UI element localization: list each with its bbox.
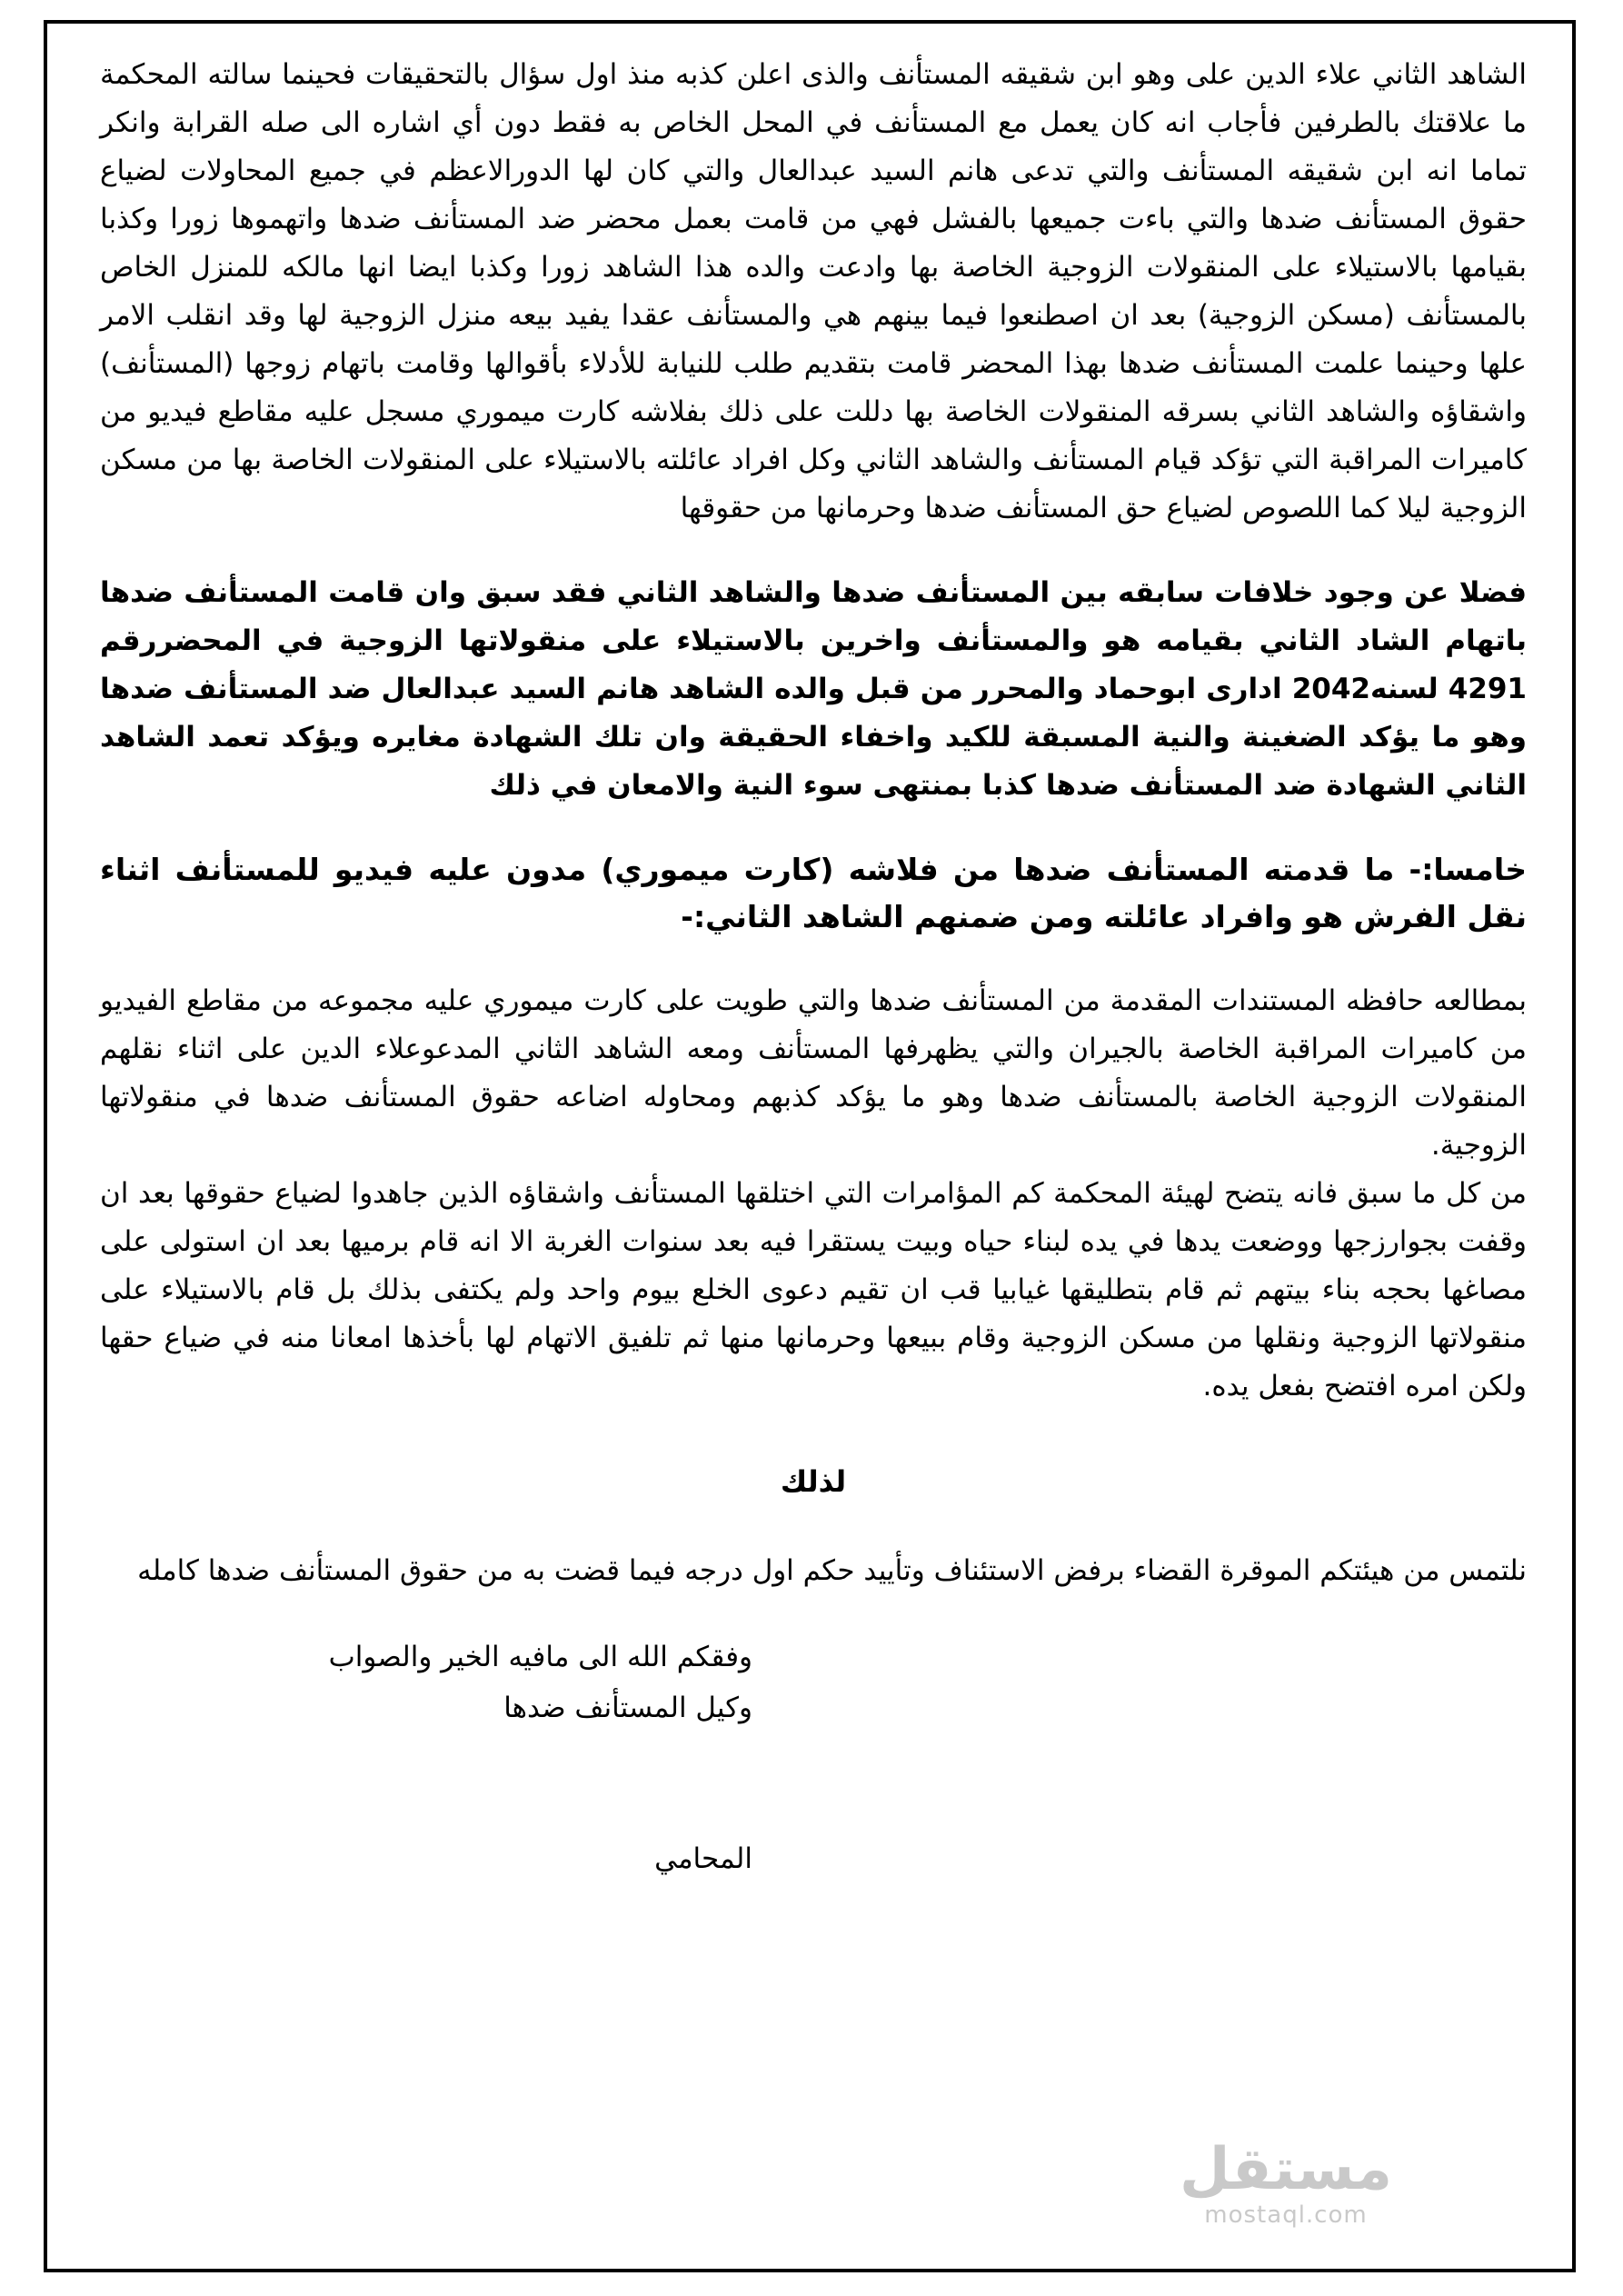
page-frame <box>44 20 1576 2272</box>
mostaql-watermark <box>1145 2138 1427 2229</box>
conclusion-title: لذلك <box>780 1464 847 1499</box>
document-body <box>100 51 1527 1884</box>
paragraph-prior-disputes: فضلا عن وجود خلافات سابقه بين المستأنف ضدها والشاهد الثاني فقد سبق وان قامت المستأنف ضدها باتهام الشاد الثاني بقيامه هو والمستأنف واخرين بالاستيلاء على منقولاتها الزوجية في المحضررقم 4291 لسنه2042 ادارى ابوحماد والمحرر من قبل والده الشاهد هانم السيد عبدالعال ضد المستأنف ضدها وهو ما يؤكد الضغينة والنية المسبقة للكيد واخفاء الحقيقة وان تلك الشهادة مغايره ويؤكد تعمد الشاهد الثاني الشهادة ضد المستأنف ضدها كذبا بمنتهى سوء النية والامعان في ذلك <box>100 576 1527 802</box>
watermark-domain: mostaql.com <box>1204 2201 1368 2229</box>
request-paragraph: نلتمس من هيئتكم الموقرة القضاء برفض الاستئناف وتأييد حكم اول درجه فيما قضت به من حقوق المستأنف ضدها كامله <box>137 1554 1527 1587</box>
watermark-logo-text: مستقل <box>1179 2136 1393 2203</box>
paragraph-summary: من كل ما سبق فانه يتضح لهيئة المحكمة كم المؤامرات التي اختلقها المستأنف واشقاؤه الذين جاهدوا لضياع حقوقها بعد ان وقفت بجوارزجها ووضعت يدها في يده لبناء حياه وبيت يستقرا فيه بعد سنوات الغربة الا انه قام برميها بعد ان استولى على مصاغها بحجه بناء بيتهم ثم قام بتطليقها غيابيا قب ان تقيم دعوى الخلع بيوم واحد ولم يكتفى بذلك بل قام بالاستيلاء على منقولاتها الزوجية ونقلها من مسكن الزوجية وقام ببيعها وحرمانها منها ثم تلفيق الاتهام لها بأخذها امعانا منه في ضياع حقها ولكن امره افتضح بفعل يده. <box>100 1177 1527 1403</box>
lawyer-title: المحامي <box>654 1842 752 1875</box>
section-heading-fifth: خامسا:- ما قدمته المستأنف ضدها من فلاشه (كارت ميموري) مدون عليه فيديو للمستأنف اثناء نقل الفرش هو وافراد عائلته ومن ضمنهم الشاهد الثاني:- <box>100 852 1527 934</box>
signature-role: وكيل المستأنف ضدها <box>503 1692 752 1724</box>
closing-line: وفقكم الله الى مافيه الخير والصواب <box>328 1641 752 1673</box>
paragraph-second-witness: الشاهد الثاني علاء الدين على وهو ابن شقيقه المستأنف والذى اعلن كذبه منذ اول سؤال بالتحقيقات فحينما سالته المحكمة ما علاقتك بالطرفين فأجاب انه كان يعمل مع المستأنف في المحل الخاص به فقط دون أي اشاره الى صله القرابة وانكر تماما انه ابن شقيقه المستأنف والتي تدعى هانم السيد عبدالعال والتي كان لها الدورالاعظم في جميع المحاولات لضياع حقوق المستأنف ضدها والتي باءت جميعها بالفشل فهي من قامت بعمل محضر ضد المستأنف ضدها واتهموها زورا وكذبا بقيامها بالاستيلاء على المنقولات الزوجية الخاصة بها وادعت والده هذا الشاهد زورا وكذبا ايضا انها مالكه للمنزل الخاص بالمستأنف (مسكن الزوجية) بعد ان اصطنعوا فيما بينهم هي والمستأنف عقدا يفيد بيعه منزل الزوجية لها وقد انقلب الامر علها وحينما علمت المستأنف ضدها بهذا المحضر قامت بتقديم طلب للنيابة للأدلاء بأقوالها وقامت باتهام زوجها (المستأنف) واشقاؤه والشاهد الثاني بسرقه المنقولات الخاصة بها دللت على ذلك بفلاشه كارت ميموري مسجل عليه مقاطع فيديو من كاميرات المراقبة التي تؤكد قيام المستأنف والشاهد الثاني وكل افراد عائلته بالاستيلاء على المنقولات الخاصة بها من مسكن الزوجية ليلا كما اللصوص لضياع حق المستأنف ضدها وحرمانها من حقوقها <box>100 58 1527 524</box>
paragraph-documents-review: بمطالعه حافظه المستندات المقدمة من المستأنف ضدها والتي طويت على كارت ميموري عليه مجموعه من مقاطع الفيديو من كاميرات المراقبة الخاصة بالجيران والتي يظهرفها المستأنف ومعه الشاهد الثاني المدعوعلاء الدين على اثناء نقلهم المنقولات الزوجية الخاصة بالمستأنف ضدها وهو ما يؤكد كذبهم ومحاوله اضاعه حقوق المستأنف ضدها في منقولاتها الزوجية. <box>100 984 1527 1162</box>
